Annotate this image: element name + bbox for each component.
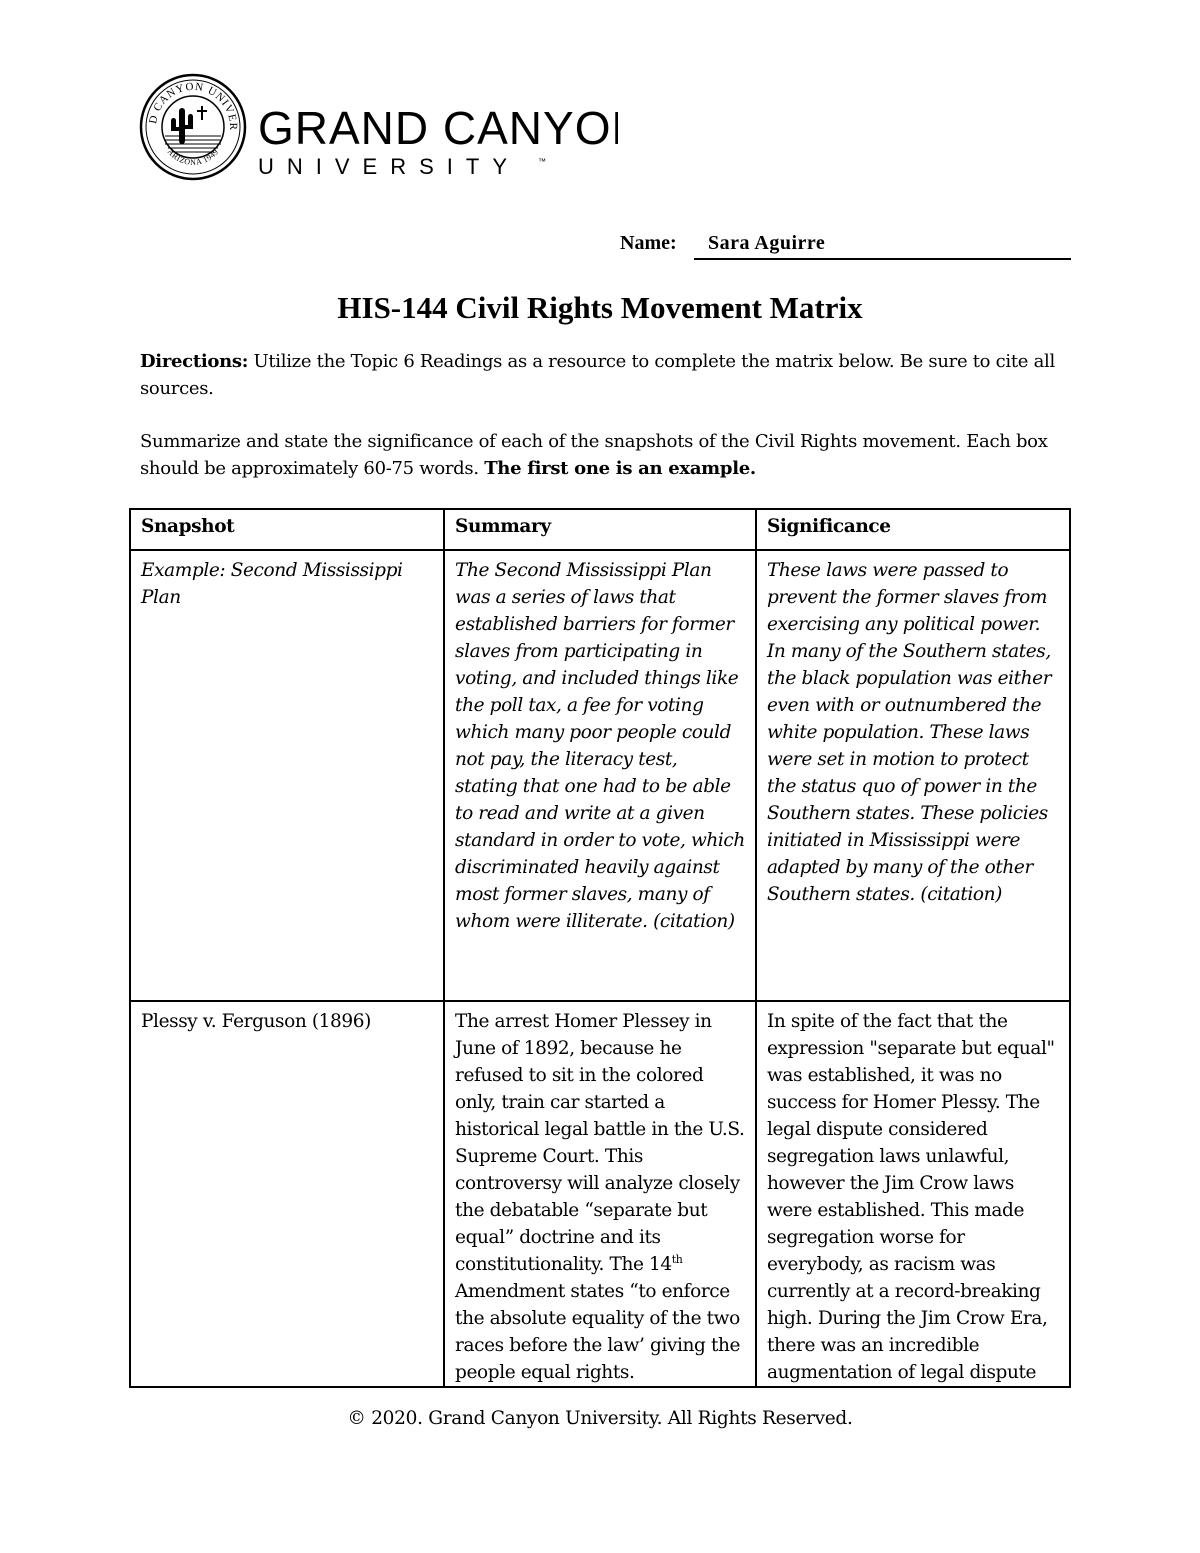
significance-cell[interactable]: These laws were passed to prevent the former slaves from exercising any political power. In many of the Southern states, the black population was either even with or outnumbered the white population. These laws were set in motion to protect the status quo of power in the Southern states. These policies initiated in Mississippi were adapted by many of the other Southern states. (citation)	[756, 550, 1070, 1001]
copyright-footer: © 2020. Grand Canyon University. All Rights Reserved.	[347, 1408, 853, 1429]
university-logo	[138, 72, 618, 182]
instructions-bold: The first one is an example.	[484, 458, 756, 479]
table-row	[130, 550, 1070, 1001]
instructions-paragraph	[140, 428, 1080, 482]
directions-label: Directions:	[140, 351, 249, 372]
table-header-row	[130, 509, 1070, 550]
name-row	[620, 232, 1072, 262]
wordmark-line1: GRAND CANYON	[258, 102, 618, 154]
instructions-text: Summarize and state the significance of each of the snapshots of the Civil Rights movement. Each box should be approximately 60-75 words.	[140, 431, 1048, 479]
svg-text:ARIZONA 1949: ARIZONA 1949	[165, 147, 221, 167]
snapshot-cell[interactable]: Plessy v. Ferguson (1896)	[130, 1001, 444, 1387]
significance-cell[interactable]: In spite of the fact that the expression "separate but equal" was established, it was no success for Homer Plessy. The legal dispute considered segregation laws unlawful, however the Jim Crow laws were established. This made segregation worse for everybody, as racism was currently at a record-breaking high. During the Jim Crow Era, there was an incredible augmentation of legal dispute	[756, 1001, 1070, 1387]
svg-text:™: ™	[538, 157, 546, 166]
directions-paragraph	[140, 348, 1080, 402]
snapshot-cell[interactable]: Example: Second Mississippi Plan	[130, 550, 444, 1001]
svg-text:GRAND CANYON UNIVERSITY: D CANYON UNIVER	[147, 80, 240, 131]
directions-text: Utilize the Topic 6 Readings as a resource to complete the matrix below. Be sure to cite all sources.	[140, 351, 1055, 399]
civil-rights-matrix	[129, 508, 1071, 1388]
name-field[interactable]: Sara Aguirre	[694, 232, 1071, 260]
summary-cell[interactable]: The arrest Homer Plessey in June of 1892, because he refused to sit in the colored only, train car started a historical legal battle in the U.S. Supreme Court. This controversy will analyze closely the debatable “separate but equal” doctrine and its constitutionality. The 14th Amendment states “to enforce the absolute equality of the two races before the law’ giving the people equal rights.	[444, 1001, 756, 1387]
header-significance: Significance	[756, 509, 1070, 550]
name-label: Name:	[620, 232, 677, 254]
summary-cell[interactable]: The Second Mississippi Plan was a series of laws that established barriers for former slaves from participating in voting, and included things like the poll tax, a fee for voting which many poor people could not pay, the literacy test, stating that one had to be able to read and write at a given standard in order to vote, which discriminated heavily against most former slaves, many of whom were illiterate. (citation)	[444, 550, 756, 1001]
table-row	[130, 1001, 1070, 1387]
header-summary: Summary	[444, 509, 756, 550]
header-snapshot: Snapshot	[130, 509, 444, 550]
page-title: HIS-144 Civil Rights Movement Matrix	[337, 290, 863, 325]
wordmark-line2: UNIVERSITY	[258, 154, 521, 179]
university-seal-icon	[138, 72, 618, 182]
